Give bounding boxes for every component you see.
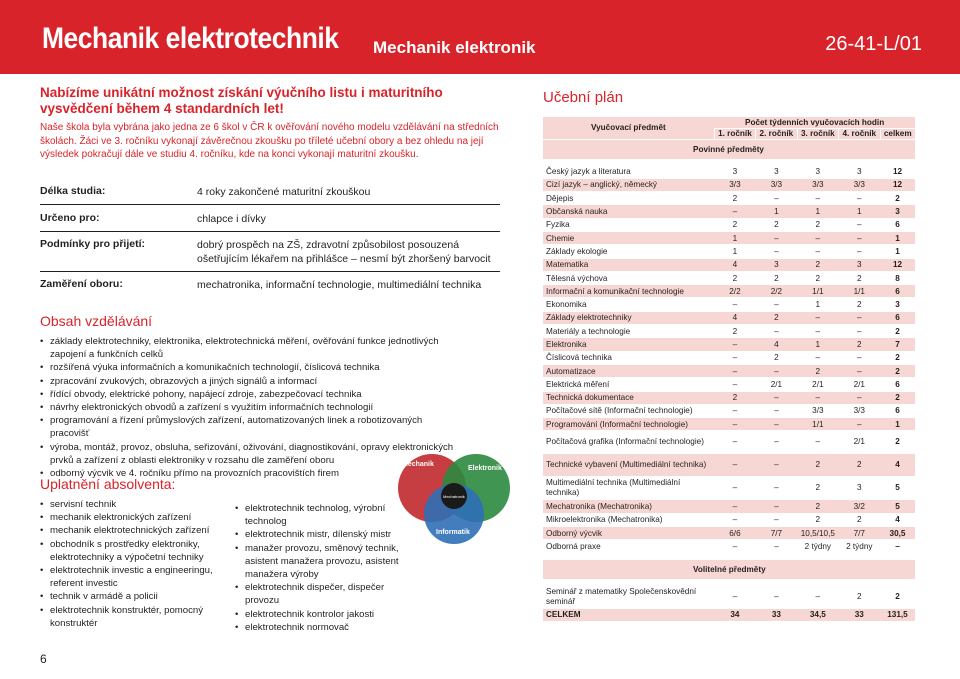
hours-cell: 2 bbox=[839, 454, 880, 477]
subject-cell: Programování (Informační technologie) bbox=[543, 418, 714, 431]
hours-cell: 1/1 bbox=[797, 285, 838, 298]
offer-title: Nabízíme unikátní možnost získání výučního listu i maturitního vysvědčení během 4 standardních let! bbox=[40, 85, 443, 116]
hours-cell: 2 bbox=[797, 258, 838, 271]
hours-cell: 2 bbox=[756, 218, 797, 231]
hours-cell: – bbox=[797, 311, 838, 324]
content-heading: Obsah vzdělávání bbox=[40, 313, 153, 329]
subject-cell: Dějepis bbox=[543, 192, 714, 205]
hours-cell: – bbox=[756, 364, 797, 377]
subject-cell: Tělesná výchova bbox=[543, 271, 714, 284]
hours-cell: 3 bbox=[880, 205, 915, 218]
hours-cell: 2 bbox=[797, 454, 838, 477]
hours-cell: 4 bbox=[880, 454, 915, 477]
hours-cell: 4 bbox=[880, 513, 915, 526]
hours-cell: – bbox=[839, 391, 880, 404]
venn-label-informatik: Informatik bbox=[436, 529, 470, 536]
subject-cell: Základy elektrotechniky bbox=[543, 311, 714, 324]
list-item: • technik v armádě a policii bbox=[40, 590, 220, 603]
hours-cell: 3 bbox=[714, 165, 755, 178]
subject-cell: Mikroelektronika (Mechatronika) bbox=[543, 513, 714, 526]
focus-label: Zaměření oboru: bbox=[40, 278, 123, 290]
hours-cell: – bbox=[839, 364, 880, 377]
table-row bbox=[543, 585, 915, 608]
table-row bbox=[543, 454, 915, 477]
hours-cell: 3 bbox=[756, 165, 797, 178]
hours-cell: 6 bbox=[880, 404, 915, 417]
hours-cell: 34,5 bbox=[797, 608, 838, 621]
divider bbox=[40, 271, 500, 272]
list-item: • základy elektrotechniky, elektronika, elektrotechnická měření, ověřování funkce jednotlivých zapojení a funkčních celků bbox=[40, 335, 460, 361]
hours-cell: – bbox=[839, 192, 880, 205]
hours-cell: 2 bbox=[714, 192, 755, 205]
hours-cell: – bbox=[797, 245, 838, 258]
hours-cell: 5 bbox=[880, 477, 915, 500]
conditions-value: dobrý prospěch na ZŠ, zdravotní způsobilost posouzená ošetřujícím lékařem na přihlášce – nesmí být zhoršený barvocit bbox=[197, 239, 491, 265]
hours-cell: – bbox=[714, 540, 755, 553]
hours-cell: 2 bbox=[797, 271, 838, 284]
divider bbox=[40, 204, 500, 205]
hours-cell: 2 bbox=[797, 513, 838, 526]
hours-cell: 2/2 bbox=[714, 285, 755, 298]
hours-cell: 2 bbox=[756, 351, 797, 364]
hours-cell: – bbox=[756, 454, 797, 477]
table-row bbox=[543, 378, 915, 391]
subject-cell: Základy ekologie bbox=[543, 245, 714, 258]
subject-cell: Číslicová technika bbox=[543, 351, 714, 364]
hours-cell: 2 bbox=[880, 585, 915, 608]
hours-cell: – bbox=[797, 585, 838, 608]
subject-cell: Elektrická měření bbox=[543, 378, 714, 391]
hours-cell: – bbox=[714, 513, 755, 526]
header-year: 2. ročník bbox=[756, 128, 797, 139]
hours-cell: – bbox=[756, 404, 797, 417]
hours-cell: – bbox=[714, 404, 755, 417]
hours-cell: 1 bbox=[714, 245, 755, 258]
page-title: Mechanik elektrotechnik bbox=[42, 22, 339, 55]
subject-cell: Automatizace bbox=[543, 364, 714, 377]
hours-cell: – bbox=[756, 431, 797, 454]
hours-cell: 3 bbox=[880, 298, 915, 311]
hours-cell: 34 bbox=[714, 608, 755, 621]
graduate-list-1 bbox=[40, 498, 220, 630]
hours-cell: 3/3 bbox=[797, 404, 838, 417]
hours-cell: – bbox=[714, 431, 755, 454]
hours-cell: 7 bbox=[880, 338, 915, 351]
hours-cell: 1 bbox=[756, 205, 797, 218]
header-subject: Vyučovací předmět bbox=[543, 117, 714, 139]
hours-cell: 2 bbox=[839, 338, 880, 351]
subject-cell: Počítačové sítě (Informační technologie) bbox=[543, 404, 714, 417]
hours-cell: 2 bbox=[756, 311, 797, 324]
table-row bbox=[543, 311, 915, 324]
header-year: 1. ročník bbox=[714, 128, 755, 139]
hours-cell: – bbox=[714, 205, 755, 218]
hours-cell: – bbox=[756, 298, 797, 311]
hours-cell: 2 týdny bbox=[839, 540, 880, 553]
subject-cell: Fyzika bbox=[543, 218, 714, 231]
hours-cell: 2/2 bbox=[756, 285, 797, 298]
page-subtitle: Mechanik elektronik bbox=[373, 38, 536, 57]
hours-cell: 2 bbox=[839, 513, 880, 526]
hours-cell: – bbox=[756, 585, 797, 608]
optional-label: Volitelné předměty bbox=[543, 559, 915, 579]
hours-cell: 33 bbox=[839, 608, 880, 621]
hours-cell: – bbox=[714, 500, 755, 513]
hours-cell: 2 bbox=[756, 271, 797, 284]
subject-cell: Odborný výcvik bbox=[543, 527, 714, 540]
curriculum-table bbox=[543, 117, 915, 622]
focus-value: mechatronika, informační technologie, multimediální technika bbox=[197, 279, 482, 291]
hours-cell: – bbox=[839, 218, 880, 231]
list-item: • elektrotechnik konstruktér, pomocný konstruktér bbox=[40, 604, 220, 630]
hours-cell: – bbox=[839, 418, 880, 431]
list-item: • zpracování zvukových, obrazových a jiných signálů a informací bbox=[40, 375, 460, 388]
table-row bbox=[543, 418, 915, 431]
graduate-list-2 bbox=[235, 502, 400, 634]
list-item: • výroba, montáž, provoz, obsluha, seřizování, oživování, diagnostikování, opravy elektronických prvků a zařízení z oblasti elektroniky v rozsahu dle zaměření oboru bbox=[40, 441, 460, 467]
hours-cell: 2 bbox=[839, 298, 880, 311]
hours-cell: 2/1 bbox=[839, 431, 880, 454]
hours-cell: 33 bbox=[756, 608, 797, 621]
hours-cell: 2 bbox=[797, 477, 838, 500]
hours-cell: 2 bbox=[839, 271, 880, 284]
hours-cell: 3/3 bbox=[756, 178, 797, 191]
hours-cell: – bbox=[797, 325, 838, 338]
hours-cell: 2 bbox=[880, 364, 915, 377]
field-venn-diagram bbox=[390, 448, 518, 548]
hours-cell: 3 bbox=[797, 165, 838, 178]
hours-cell: – bbox=[839, 311, 880, 324]
table-row bbox=[543, 431, 915, 454]
header-year: 3. ročník bbox=[797, 128, 838, 139]
hours-cell: 8 bbox=[880, 271, 915, 284]
hours-cell: – bbox=[714, 298, 755, 311]
subject-cell: Technická dokumentace bbox=[543, 391, 714, 404]
hours-cell: 2 bbox=[880, 391, 915, 404]
subject-cell: Multimediální technika (Multimediální technika) bbox=[543, 477, 714, 500]
divider bbox=[40, 231, 500, 232]
subject-cell: CELKEM bbox=[543, 608, 714, 621]
table-row bbox=[543, 205, 915, 218]
hours-cell: 2 bbox=[714, 391, 755, 404]
hours-cell: – bbox=[756, 325, 797, 338]
plan-heading: Učební plán bbox=[543, 89, 624, 106]
subject-cell: Ekonomika bbox=[543, 298, 714, 311]
list-item: • návrhy elektronických obvodů a zařízení s využitím informačních technologií bbox=[40, 401, 460, 414]
hours-cell: 3 bbox=[839, 165, 880, 178]
hours-cell: – bbox=[714, 418, 755, 431]
hours-cell: 2 bbox=[880, 431, 915, 454]
hours-cell: 12 bbox=[880, 178, 915, 191]
table-row bbox=[543, 192, 915, 205]
list-item: • elektrotechnik kontrolor jakosti bbox=[235, 608, 400, 621]
venn-label-elektronik: Elektronik bbox=[468, 465, 502, 472]
hours-cell: 2 bbox=[797, 218, 838, 231]
hours-cell: – bbox=[797, 351, 838, 364]
hours-cell: 2 bbox=[797, 364, 838, 377]
subject-cell: Cizí jazyk – anglický, německý bbox=[543, 178, 714, 191]
table-row bbox=[543, 178, 915, 191]
hours-cell: 3/3 bbox=[797, 178, 838, 191]
hours-cell: – bbox=[756, 231, 797, 244]
hours-cell: 6 bbox=[880, 285, 915, 298]
subject-cell: Počítačová grafika (Informační technologie) bbox=[543, 431, 714, 454]
table-row bbox=[543, 513, 915, 526]
hours-cell: 2 bbox=[839, 585, 880, 608]
list-item: • rozšířená výuka informačních a komunikačních technologií, číslicová technika bbox=[40, 361, 460, 374]
table-row bbox=[543, 351, 915, 364]
hours-cell: – bbox=[714, 338, 755, 351]
table-row bbox=[543, 404, 915, 417]
hours-cell: 6 bbox=[880, 311, 915, 324]
header-year: celkem bbox=[880, 128, 915, 139]
table-row bbox=[543, 477, 915, 500]
hours-cell: 1 bbox=[714, 231, 755, 244]
table-row bbox=[543, 165, 915, 178]
hours-cell: – bbox=[797, 192, 838, 205]
subject-cell: Chemie bbox=[543, 231, 714, 244]
offer-block bbox=[40, 85, 500, 162]
hours-cell: 3/2 bbox=[839, 500, 880, 513]
hours-cell: 12 bbox=[880, 258, 915, 271]
duration-value: 4 roky zakončené maturitní zkouškou bbox=[197, 186, 371, 198]
hours-cell: 3 bbox=[839, 258, 880, 271]
header-hours: Počet týdenních vyučovacích hodin bbox=[714, 117, 915, 128]
hours-cell: 2/1 bbox=[797, 378, 838, 391]
hours-cell: – bbox=[756, 500, 797, 513]
hours-cell: – bbox=[839, 325, 880, 338]
page-header bbox=[0, 0, 960, 74]
hours-cell: – bbox=[714, 585, 755, 608]
table-row bbox=[543, 271, 915, 284]
hours-cell: 10,5/10,5 bbox=[797, 527, 838, 540]
hours-cell: 1 bbox=[797, 338, 838, 351]
hours-cell: – bbox=[714, 351, 755, 364]
hours-cell: 1 bbox=[880, 418, 915, 431]
table-row bbox=[543, 231, 915, 244]
list-item: • elektrotechnik dispečer, dispečer provozu bbox=[235, 581, 400, 607]
subject-cell: Seminář z matematiky Společenskovědní seminář bbox=[543, 585, 714, 608]
hours-cell: 1 bbox=[797, 298, 838, 311]
list-item: • elektrotechnik technolog, výrobní technolog bbox=[235, 502, 400, 528]
table-row bbox=[543, 325, 915, 338]
hours-cell: 6 bbox=[880, 378, 915, 391]
table-row bbox=[543, 500, 915, 513]
for-label: Určeno pro: bbox=[40, 212, 100, 224]
hours-cell: – bbox=[756, 540, 797, 553]
optional-row bbox=[543, 559, 915, 579]
hours-cell: 4 bbox=[714, 311, 755, 324]
hours-cell: 7/7 bbox=[839, 527, 880, 540]
list-item: • servisní technik bbox=[40, 498, 220, 511]
hours-cell: 3 bbox=[756, 258, 797, 271]
list-item: • řídící obvody, elektrické pohony, napájecí zdroje, zabezpečovací technika bbox=[40, 388, 460, 401]
table-row bbox=[543, 540, 915, 553]
hours-cell: 2 bbox=[797, 500, 838, 513]
page-number: 6 bbox=[40, 652, 47, 666]
hours-cell: 2 týdny bbox=[797, 540, 838, 553]
table-row bbox=[543, 338, 915, 351]
hours-cell: 3/3 bbox=[714, 178, 755, 191]
hours-cell: 2 bbox=[714, 271, 755, 284]
hours-cell: 3/3 bbox=[839, 178, 880, 191]
hours-cell: – bbox=[839, 351, 880, 364]
subject-cell: Materiály a technologie bbox=[543, 325, 714, 338]
subject-cell: Technické vybavení (Multimediální technika) bbox=[543, 454, 714, 477]
hours-cell: 131,5 bbox=[880, 608, 915, 621]
subject-cell: Informační a komunikační technologie bbox=[543, 285, 714, 298]
hours-cell: – bbox=[756, 245, 797, 258]
table-row bbox=[543, 608, 915, 621]
list-item: • obchodník s prostředky elektroniky, elektrotechniky a výpočetní techniky bbox=[40, 538, 220, 564]
subject-cell: Matematika bbox=[543, 258, 714, 271]
subject-cell: Český jazyk a literatura bbox=[543, 165, 714, 178]
hours-cell: – bbox=[797, 231, 838, 244]
hours-cell: 7/7 bbox=[756, 527, 797, 540]
list-item: • elektrotechnik mistr, dílenský mistr bbox=[235, 528, 400, 541]
list-item: • mechanik elektronických zařízení bbox=[40, 511, 220, 524]
table-row bbox=[543, 258, 915, 271]
hours-cell: 30,5 bbox=[880, 527, 915, 540]
hours-cell: 5 bbox=[880, 500, 915, 513]
list-item: • elektrotechnik normovač bbox=[235, 621, 400, 634]
hours-cell: 2 bbox=[880, 192, 915, 205]
hours-cell: – bbox=[756, 418, 797, 431]
venn-label-center: Mechatronik bbox=[443, 494, 465, 499]
for-value: chlapce i dívky bbox=[197, 213, 266, 225]
hours-cell: 1 bbox=[797, 205, 838, 218]
hours-cell: 1 bbox=[880, 231, 915, 244]
hours-cell: 4 bbox=[756, 338, 797, 351]
hours-cell: 2 bbox=[714, 325, 755, 338]
hours-cell: 2 bbox=[880, 351, 915, 364]
subject-cell: Elektronika bbox=[543, 338, 714, 351]
hours-cell: 2/1 bbox=[756, 378, 797, 391]
table-row bbox=[543, 364, 915, 377]
list-item: • elektrotechnik investic a engineeringu, referent investic bbox=[40, 564, 220, 590]
hours-cell: 1/1 bbox=[839, 285, 880, 298]
conditions-label: Podmínky pro přijetí: bbox=[40, 238, 146, 250]
hours-cell: 2/1 bbox=[839, 378, 880, 391]
table-row bbox=[543, 245, 915, 258]
hours-cell: – bbox=[714, 364, 755, 377]
hours-cell: 2 bbox=[880, 325, 915, 338]
hours-cell: – bbox=[797, 391, 838, 404]
table-row bbox=[543, 285, 915, 298]
list-item: • mechanik elektrotechnických zařízení bbox=[40, 524, 220, 537]
hours-cell: 3/3 bbox=[839, 404, 880, 417]
hours-cell: 2 bbox=[714, 218, 755, 231]
venn-label-mechanik: Mechanik bbox=[402, 461, 434, 468]
hours-cell: 6/6 bbox=[714, 527, 755, 540]
offer-text: Naše škola byla vybrána jako jedna ze 6 škol v ČR k ověřování nového modelu vzdělávání na středních školách. Žáci ve 3. ročníku vykonají závěrečnou zkoušku po tříleté učební obory a bez ohledu na její výsledek pokračují dále ve studiu 4. ročníku, kde na konci vykonají maturitní zkoušku. bbox=[40, 122, 499, 160]
graduate-heading: Uplatnění absolventa: bbox=[40, 476, 176, 492]
hours-cell: 1 bbox=[880, 245, 915, 258]
program-code: 26-41-L/01 bbox=[825, 33, 922, 55]
list-item: • manažer provozu, směnový technik, asistent manažera provozu, asistent manažera výroby bbox=[235, 542, 400, 582]
hours-cell: – bbox=[756, 192, 797, 205]
header-year: 4. ročník bbox=[839, 128, 880, 139]
table-row bbox=[543, 391, 915, 404]
subject-cell: Odborná praxe bbox=[543, 540, 714, 553]
hours-cell: – bbox=[839, 245, 880, 258]
hours-cell: – bbox=[756, 477, 797, 500]
list-item: • odborný výcvik ve 4. ročníku přímo na provozních pracovištích firem bbox=[40, 467, 460, 480]
hours-cell: – bbox=[756, 391, 797, 404]
hours-cell: – bbox=[714, 477, 755, 500]
hours-cell: – bbox=[880, 540, 915, 553]
duration-label: Délka studia: bbox=[40, 185, 106, 197]
table-row bbox=[543, 218, 915, 231]
hours-cell: – bbox=[839, 231, 880, 244]
subject-cell: Občanská nauka bbox=[543, 205, 714, 218]
mandatory-row bbox=[543, 139, 915, 159]
hours-cell: – bbox=[714, 378, 755, 391]
hours-cell: 6 bbox=[880, 218, 915, 231]
table-row bbox=[543, 298, 915, 311]
subject-cell: Mechatronika (Mechatronika) bbox=[543, 500, 714, 513]
hours-cell: 4 bbox=[714, 258, 755, 271]
list-item: • programování a řízení průmyslových zařízení, automatizovaných linek a robotizovaných pracovišť bbox=[40, 414, 460, 440]
table-row bbox=[543, 527, 915, 540]
hours-cell: 1/1 bbox=[797, 418, 838, 431]
hours-cell: – bbox=[756, 513, 797, 526]
hours-cell: 12 bbox=[880, 165, 915, 178]
hours-cell: 1 bbox=[839, 205, 880, 218]
hours-cell: 3 bbox=[839, 477, 880, 500]
hours-cell: – bbox=[797, 431, 838, 454]
hours-cell: – bbox=[714, 454, 755, 477]
table-header-row bbox=[543, 117, 915, 128]
mandatory-label: Povinné předměty bbox=[543, 139, 915, 159]
